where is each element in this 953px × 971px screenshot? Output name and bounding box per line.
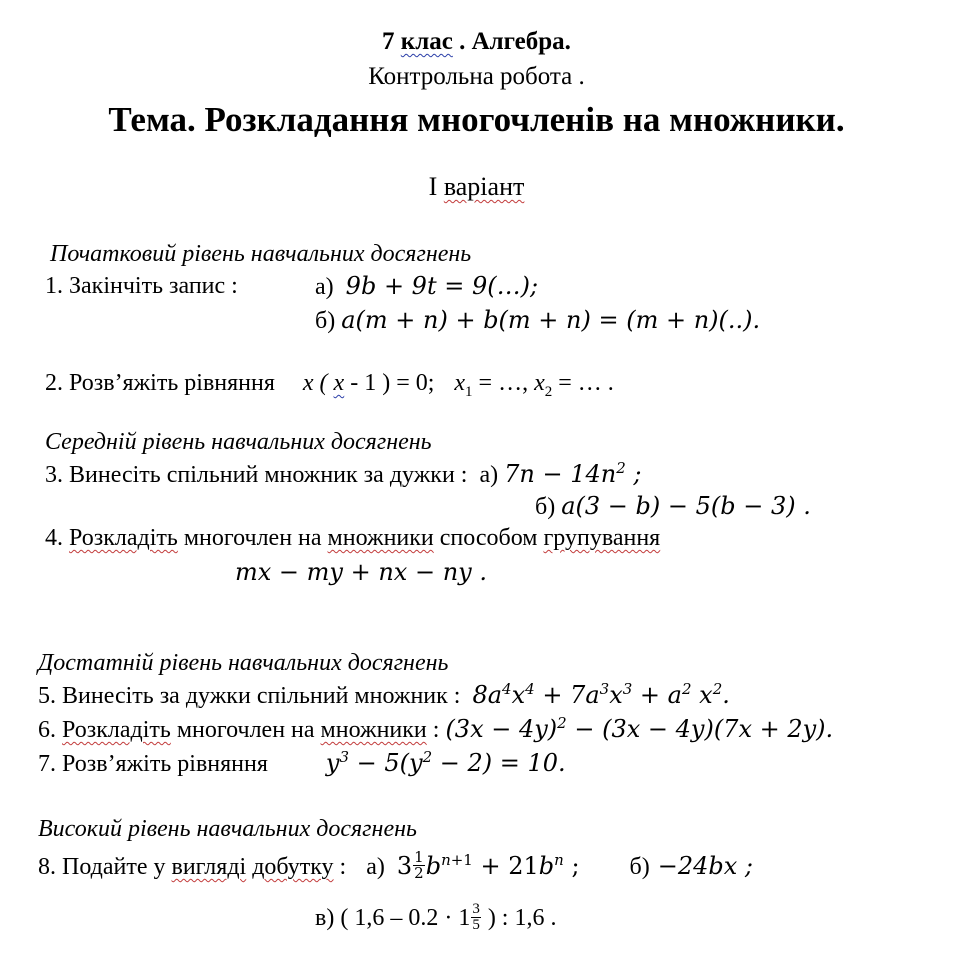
task-5: 5. Винесіть за дужки спільний множник : $8a^4x^4 + 7a^3x^3 + a^2$ $x^2$.: [38, 680, 730, 709]
task-4-expr: mx − my + nx − ny .: [235, 558, 487, 586]
task-4: 4. Розкладіть многочлен на множники способом групування: [45, 525, 661, 551]
level-middle: Середній рівень навчальних досягнень: [45, 429, 432, 455]
task-1-text: 1. Закінчіть запис :: [45, 273, 238, 299]
task-3-b: б) a(3 − b) − 5(b − 3) .: [535, 492, 811, 520]
task-1-b: б) a(m + n) + b(m + n) = (m + n)(..).: [315, 306, 761, 334]
grade-word: клас: [400, 28, 453, 55]
level-sufficient: Достатній рівень навчальних досягнень: [38, 650, 449, 676]
task-1-a: а) 9b + 9t = 9(…);: [315, 272, 539, 300]
topic-title: Тема. Розкладання многочленів на множники.: [108, 100, 845, 139]
variant-title: І варіант: [428, 172, 525, 201]
task-7: 7. Розв’яжіть рівняння $y^3 - 5(y^2 - 2) = 10$.: [38, 748, 566, 777]
level-high: Високий рівень навчальних досягнень: [38, 816, 417, 842]
task-2: 2. Розв’яжіть рівняння x ( x - 1 ) = 0; $x_1$ = …, $x_2$ = … .: [45, 370, 614, 400]
grade-title: 7 клас . Алгебра.: [382, 28, 571, 55]
task-6: 6. Розкладіть многочлен на множники : $(3x - 4y)^2 - (3x - 4y)(7x + 2y)$.: [38, 714, 834, 743]
task-8-c: в) ( 1,6 – 0.2 · 1 $\frac{3}{5}$ ) : 1,6 .: [315, 901, 557, 933]
task-3-a: 3. Винесіть спільний множник за дужки : а) $7n - 14n^2$ ;: [45, 459, 642, 488]
task-8-ab: 8. Подайте у вигляді добутку : а) 3 $\frac{1}{2}$ $b^{n+1} + 21b^n$ ; б) −24bx ;: [38, 848, 753, 882]
work-title: Контрольна робота .: [368, 63, 585, 90]
level-initial: Початковий рівень навчальних досягнень: [50, 241, 472, 267]
